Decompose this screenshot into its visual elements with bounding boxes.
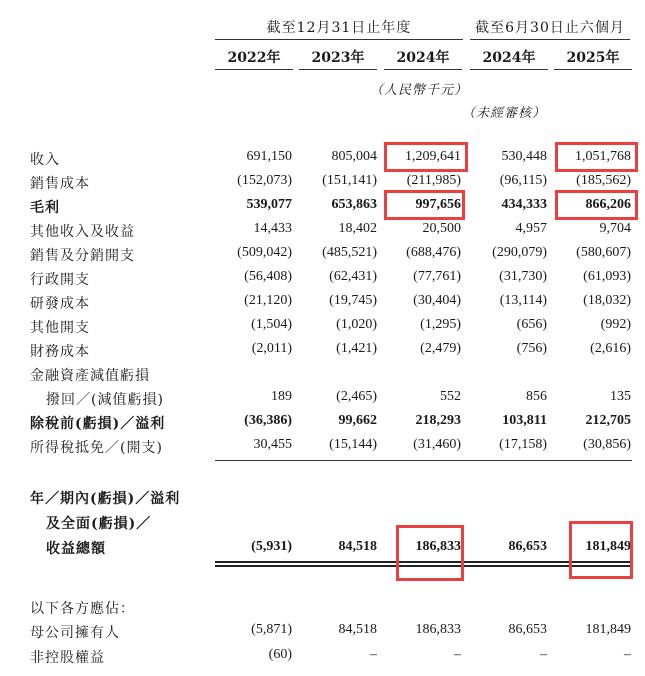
table-row (0, 437, 645, 459)
value-cell-2025-interim: 135 (610, 389, 631, 404)
value-cell-2024: 552 (440, 389, 461, 404)
value-cell-2024-interim: 86,653 (508, 622, 547, 637)
highlight-revenue-2024 (384, 142, 468, 172)
value-cell-2025-interim: (61,093) (583, 269, 631, 284)
value-cell-2023: 805,004 (331, 149, 377, 164)
value-cell-2025-interim: – (624, 647, 631, 662)
value-cell-2023: (1,020) (336, 317, 377, 332)
value-cell-2024-interim: 530,448 (501, 149, 547, 164)
table-row (0, 197, 645, 219)
row-label: 銷售及分銷開支 (30, 248, 135, 264)
value-cell-2024: (31,460) (413, 437, 461, 452)
year-header-2022: 2022年 (227, 50, 281, 66)
value-cell-2023: (19,745) (329, 293, 377, 308)
table-row (0, 389, 645, 411)
value-cell-2024-interim: 434,333 (501, 197, 547, 212)
table-row (0, 413, 645, 435)
value-cell-2025-interim: (2,616) (590, 341, 631, 356)
value-cell-2023: (15,144) (329, 437, 377, 452)
year-header-2023: 2023年 (311, 50, 365, 66)
row-label: 銷售成本 (30, 176, 90, 192)
interim-period-header: 截至6月30日止六個月 (475, 20, 625, 36)
value-cell-2024-interim: (290,079) (492, 245, 547, 260)
total-label-line-1: 年／期內(虧損)／溢利 (30, 491, 181, 507)
unaudited-note: （未經審核） (462, 106, 547, 121)
total-label-line-3: 收益總額 (46, 541, 106, 557)
attribution-label: 母公司擁有人 (30, 625, 120, 641)
value-cell-2024: (688,476) (406, 245, 461, 260)
total-row (0, 539, 645, 561)
table-row (0, 647, 645, 669)
year-header-2024-interim: 2024年 (482, 50, 536, 66)
value-cell-2022: 30,455 (253, 437, 292, 452)
year-header-2025-interim: 2025年 (566, 50, 620, 66)
value-cell-2024: (1,295) (420, 317, 461, 332)
row-label: 行政開支 (30, 272, 90, 288)
annual-period-header: 截至12月31日止年度 (266, 20, 412, 36)
value-cell-2022: (5,931) (251, 539, 292, 554)
value-cell-2025-interim: (18,032) (583, 293, 631, 308)
interim-period-underline (470, 39, 630, 40)
value-cell-2024-interim: (96,115) (499, 173, 547, 188)
value-cell-2022: (509,042) (237, 245, 292, 260)
subtotal-rule (215, 460, 632, 461)
value-cell-2025-interim: 866,206 (585, 197, 631, 212)
table-row (0, 293, 645, 315)
value-cell-2022: (1,504) (251, 317, 292, 332)
currency-unit-note: （人民幣千元） (370, 83, 469, 98)
value-cell-2023: 84,518 (338, 539, 377, 554)
value-cell-2024-interim: 103,811 (502, 413, 547, 428)
row-label: 其他開支 (30, 320, 90, 336)
value-cell-2022: 189 (271, 389, 292, 404)
table-row (0, 269, 645, 291)
value-cell-2023: (2,465) (336, 389, 377, 404)
total-label-line-2: 及全面(虧損)／ (46, 516, 152, 532)
value-cell-2023: 18,402 (338, 221, 377, 236)
value-cell-2024: (77,761) (413, 269, 461, 284)
highlight-total-2025 (569, 521, 633, 579)
row-label: 收入 (30, 152, 60, 168)
value-cell-2022: (5,871) (251, 622, 292, 637)
row-label: 所得稅抵免／(開支) (30, 440, 163, 456)
value-cell-2022: (60) (268, 647, 292, 662)
value-cell-2024-interim: – (540, 647, 547, 662)
value-cell-2024: 186,833 (415, 539, 461, 554)
table-row (0, 341, 645, 363)
value-cell-2022: 691,150 (246, 149, 292, 164)
value-cell-2024-interim: (756) (516, 341, 547, 356)
year-underline-1 (215, 69, 293, 70)
table-row (0, 622, 645, 644)
value-cell-2024-interim: 4,957 (515, 221, 547, 236)
value-cell-2023: 99,662 (338, 413, 377, 428)
attribution-heading: 以下各方應佔： (30, 601, 135, 617)
value-cell-2024-interim: 856 (526, 389, 547, 404)
row-label: 毛利 (30, 200, 60, 216)
row-label: 金融資產減值虧損 (30, 368, 150, 384)
highlight-gross-profit-2024 (384, 190, 465, 220)
row-label: 財務成本 (30, 344, 90, 360)
value-cell-2022: 539,077 (246, 197, 292, 212)
value-cell-2025-interim: (30,856) (583, 437, 631, 452)
value-cell-2025-interim: 181,849 (585, 622, 631, 637)
value-cell-2023: – (370, 647, 377, 662)
table-row (0, 149, 645, 171)
value-cell-2024: (30,404) (413, 293, 461, 308)
annual-period-underline (215, 39, 463, 40)
value-cell-2025-interim: 212,705 (585, 413, 631, 428)
value-cell-2024: 1,209,641 (405, 149, 461, 164)
table-row (0, 173, 645, 195)
highlight-gross-profit-2025 (555, 190, 638, 220)
value-cell-2024: (211,985) (406, 173, 461, 188)
value-cell-2024-interim: (31,730) (499, 269, 547, 284)
row-label: 其他收入及收益 (30, 224, 135, 240)
table-row (0, 317, 645, 339)
attribution-label: 非控股權益 (30, 650, 105, 666)
highlight-total-2024 (396, 525, 464, 581)
value-cell-2024: 186,833 (415, 622, 461, 637)
row-label: 除稅前(虧損)／溢利 (30, 416, 166, 432)
value-cell-2022: (56,408) (244, 269, 292, 284)
year-underline-2 (299, 69, 377, 70)
value-cell-2025-interim: (992) (600, 317, 631, 332)
value-cell-2025-interim: 1,051,768 (575, 149, 631, 164)
table-row (0, 221, 645, 243)
value-cell-2025-interim: (580,607) (576, 245, 631, 260)
value-cell-2024: 218,293 (415, 413, 461, 428)
value-cell-2023: (151,141) (322, 173, 377, 188)
value-cell-2022: 14,433 (253, 221, 292, 236)
value-cell-2025-interim: (185,562) (576, 173, 631, 188)
year-underline-3 (384, 69, 462, 70)
value-cell-2024: 997,656 (415, 197, 461, 212)
value-cell-2023: 653,863 (331, 197, 377, 212)
value-cell-2024: – (454, 647, 461, 662)
value-cell-2024: (2,479) (420, 341, 461, 356)
value-cell-2022: (36,386) (244, 413, 292, 428)
value-cell-2022: (152,073) (237, 173, 292, 188)
value-cell-2024-interim: (13,114) (499, 293, 547, 308)
value-cell-2023: (62,431) (329, 269, 377, 284)
value-cell-2023: (485,521) (322, 245, 377, 260)
value-cell-2023: (1,421) (336, 341, 377, 356)
year-underline-4 (470, 69, 548, 70)
value-cell-2022: (2,011) (251, 341, 292, 356)
row-label: 撥回／(減值虧損) (46, 392, 164, 408)
value-cell-2024-interim: (656) (516, 317, 547, 332)
year-header-2024: 2024年 (396, 50, 450, 66)
value-cell-2025-interim: 9,704 (599, 221, 631, 236)
value-cell-2023: 84,518 (338, 622, 377, 637)
value-cell-2025-interim: 181,849 (585, 539, 631, 554)
year-underline-5 (554, 69, 632, 70)
row-label: 研發成本 (30, 296, 90, 312)
value-cell-2024-interim: 86,653 (508, 539, 547, 554)
value-cell-2022: (21,120) (244, 293, 292, 308)
value-cell-2024-interim: (17,158) (499, 437, 547, 452)
highlight-revenue-2025 (555, 142, 638, 172)
value-cell-2024: 20,500 (422, 221, 461, 236)
table-row (0, 245, 645, 267)
